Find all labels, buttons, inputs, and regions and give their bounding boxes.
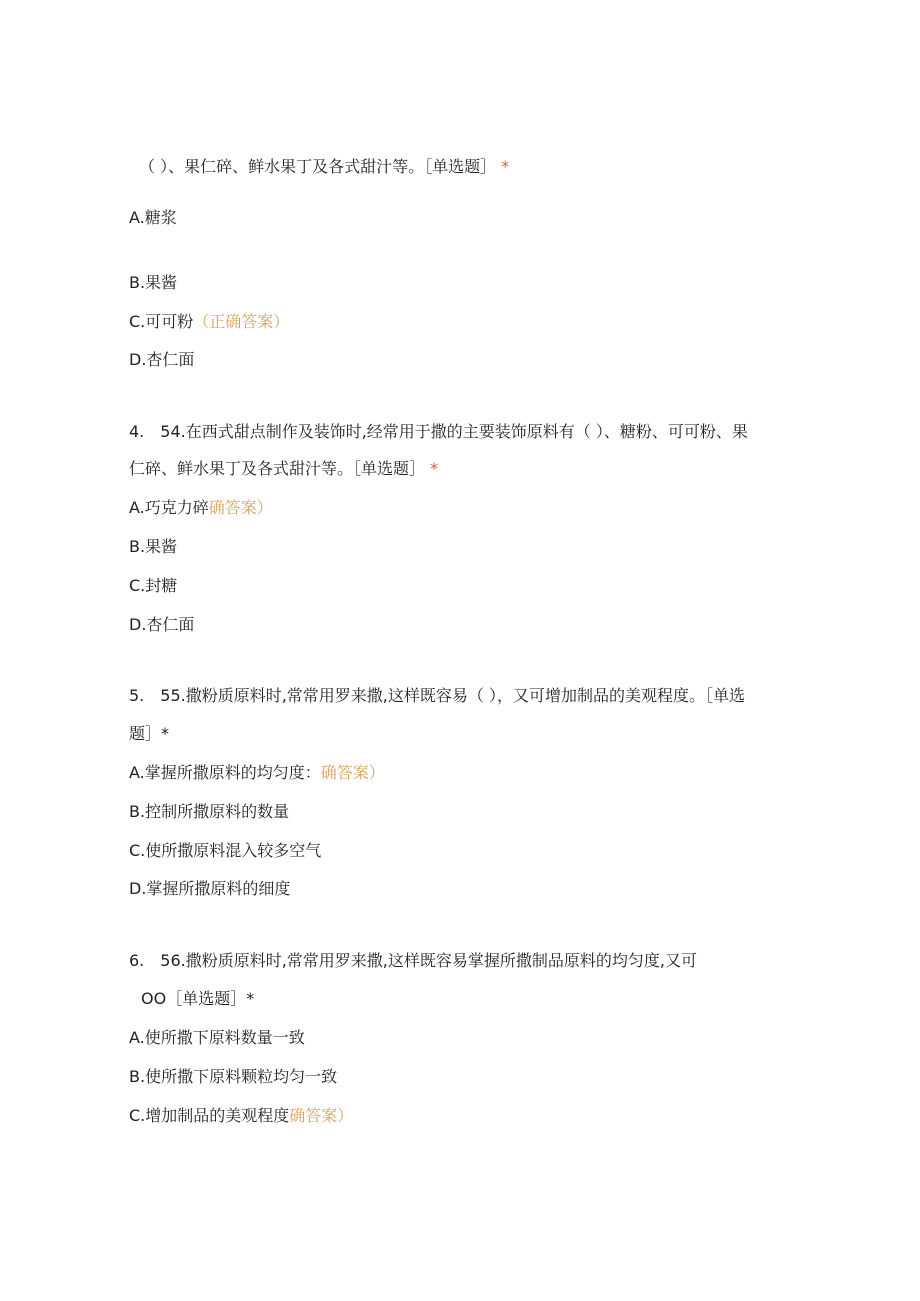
q6-option-b[interactable]: B.使所撒下原料颗粒均匀一致 <box>129 1067 338 1086</box>
q5-option-c[interactable]: C.使所撒原料混入较多空气 <box>129 841 322 860</box>
q4-stem-line2 <box>129 459 438 479</box>
q5-option-d[interactable]: D.掌握所撒原料的细度 <box>129 879 291 898</box>
q3-option-b[interactable]: B.果酱 <box>129 273 178 292</box>
q3-stem-text: （ ）、果仁碎、鲜水果丁及各式甜汁等。［单选题］ <box>139 157 497 176</box>
q4-option-c[interactable]: C.封糖 <box>129 576 178 595</box>
q5-option-b[interactable]: B.控制所撒原料的数量 <box>129 802 290 821</box>
q6-option-c[interactable] <box>129 1106 353 1126</box>
q5-stem-line2: 题］* <box>129 724 170 743</box>
q5-option-a-text: A.掌握所撒原料的均匀度： <box>129 763 321 782</box>
q4-stem-line1: 4. 54.在西式甜点制作及装饰时,经常用于撒的主要装饰原料有（ ）、糖粉、可可粉、果 <box>129 422 748 441</box>
q5-correct-answer-mark: 确答案） <box>320 763 385 782</box>
q3-option-d[interactable]: D.杏仁面 <box>129 350 195 369</box>
q3-option-a[interactable]: A.糖浆 <box>129 208 177 227</box>
q4-stem-text: 仁碎、鲜水果丁及各式甜汁等。［单选题］ <box>129 459 426 478</box>
q5-stem-line1: 5. 55.撒粉质原料时,常常用罗来撒,这样既容易（ ），又可增加制品的美观程度。［单选 <box>129 686 745 705</box>
q3-stem <box>139 157 509 177</box>
q4-correct-answer-mark: 确答案） <box>208 498 273 517</box>
q6-stem-line1: 6. 56.撒粉质原料时,常常用罗来撒,这样既容易掌握所撒制品原料的均匀度,又可 <box>129 951 697 970</box>
q6-option-c-text: C.增加制品的美观程度 <box>129 1106 290 1125</box>
q6-correct-answer-mark: 确答案） <box>289 1106 354 1125</box>
q4-option-b[interactable]: B.果酱 <box>129 537 178 556</box>
q3-option-c-text: C.可可粉 <box>129 312 194 331</box>
q4-required-star: * <box>430 459 439 478</box>
q3-option-c[interactable] <box>129 312 289 332</box>
q4-option-a-text: A.巧克力碎 <box>129 498 209 517</box>
q4-option-a[interactable] <box>129 498 273 518</box>
q3-required-star: * <box>501 157 510 176</box>
q3-correct-answer-mark: （正确答案） <box>193 312 290 331</box>
q4-option-d[interactable]: D.杏仁面 <box>129 615 195 634</box>
q6-stem-line2: OO［单选题］* <box>141 989 255 1008</box>
q5-option-a[interactable] <box>129 763 385 783</box>
q6-option-a[interactable]: A.使所撒下原料数量一致 <box>129 1028 305 1047</box>
